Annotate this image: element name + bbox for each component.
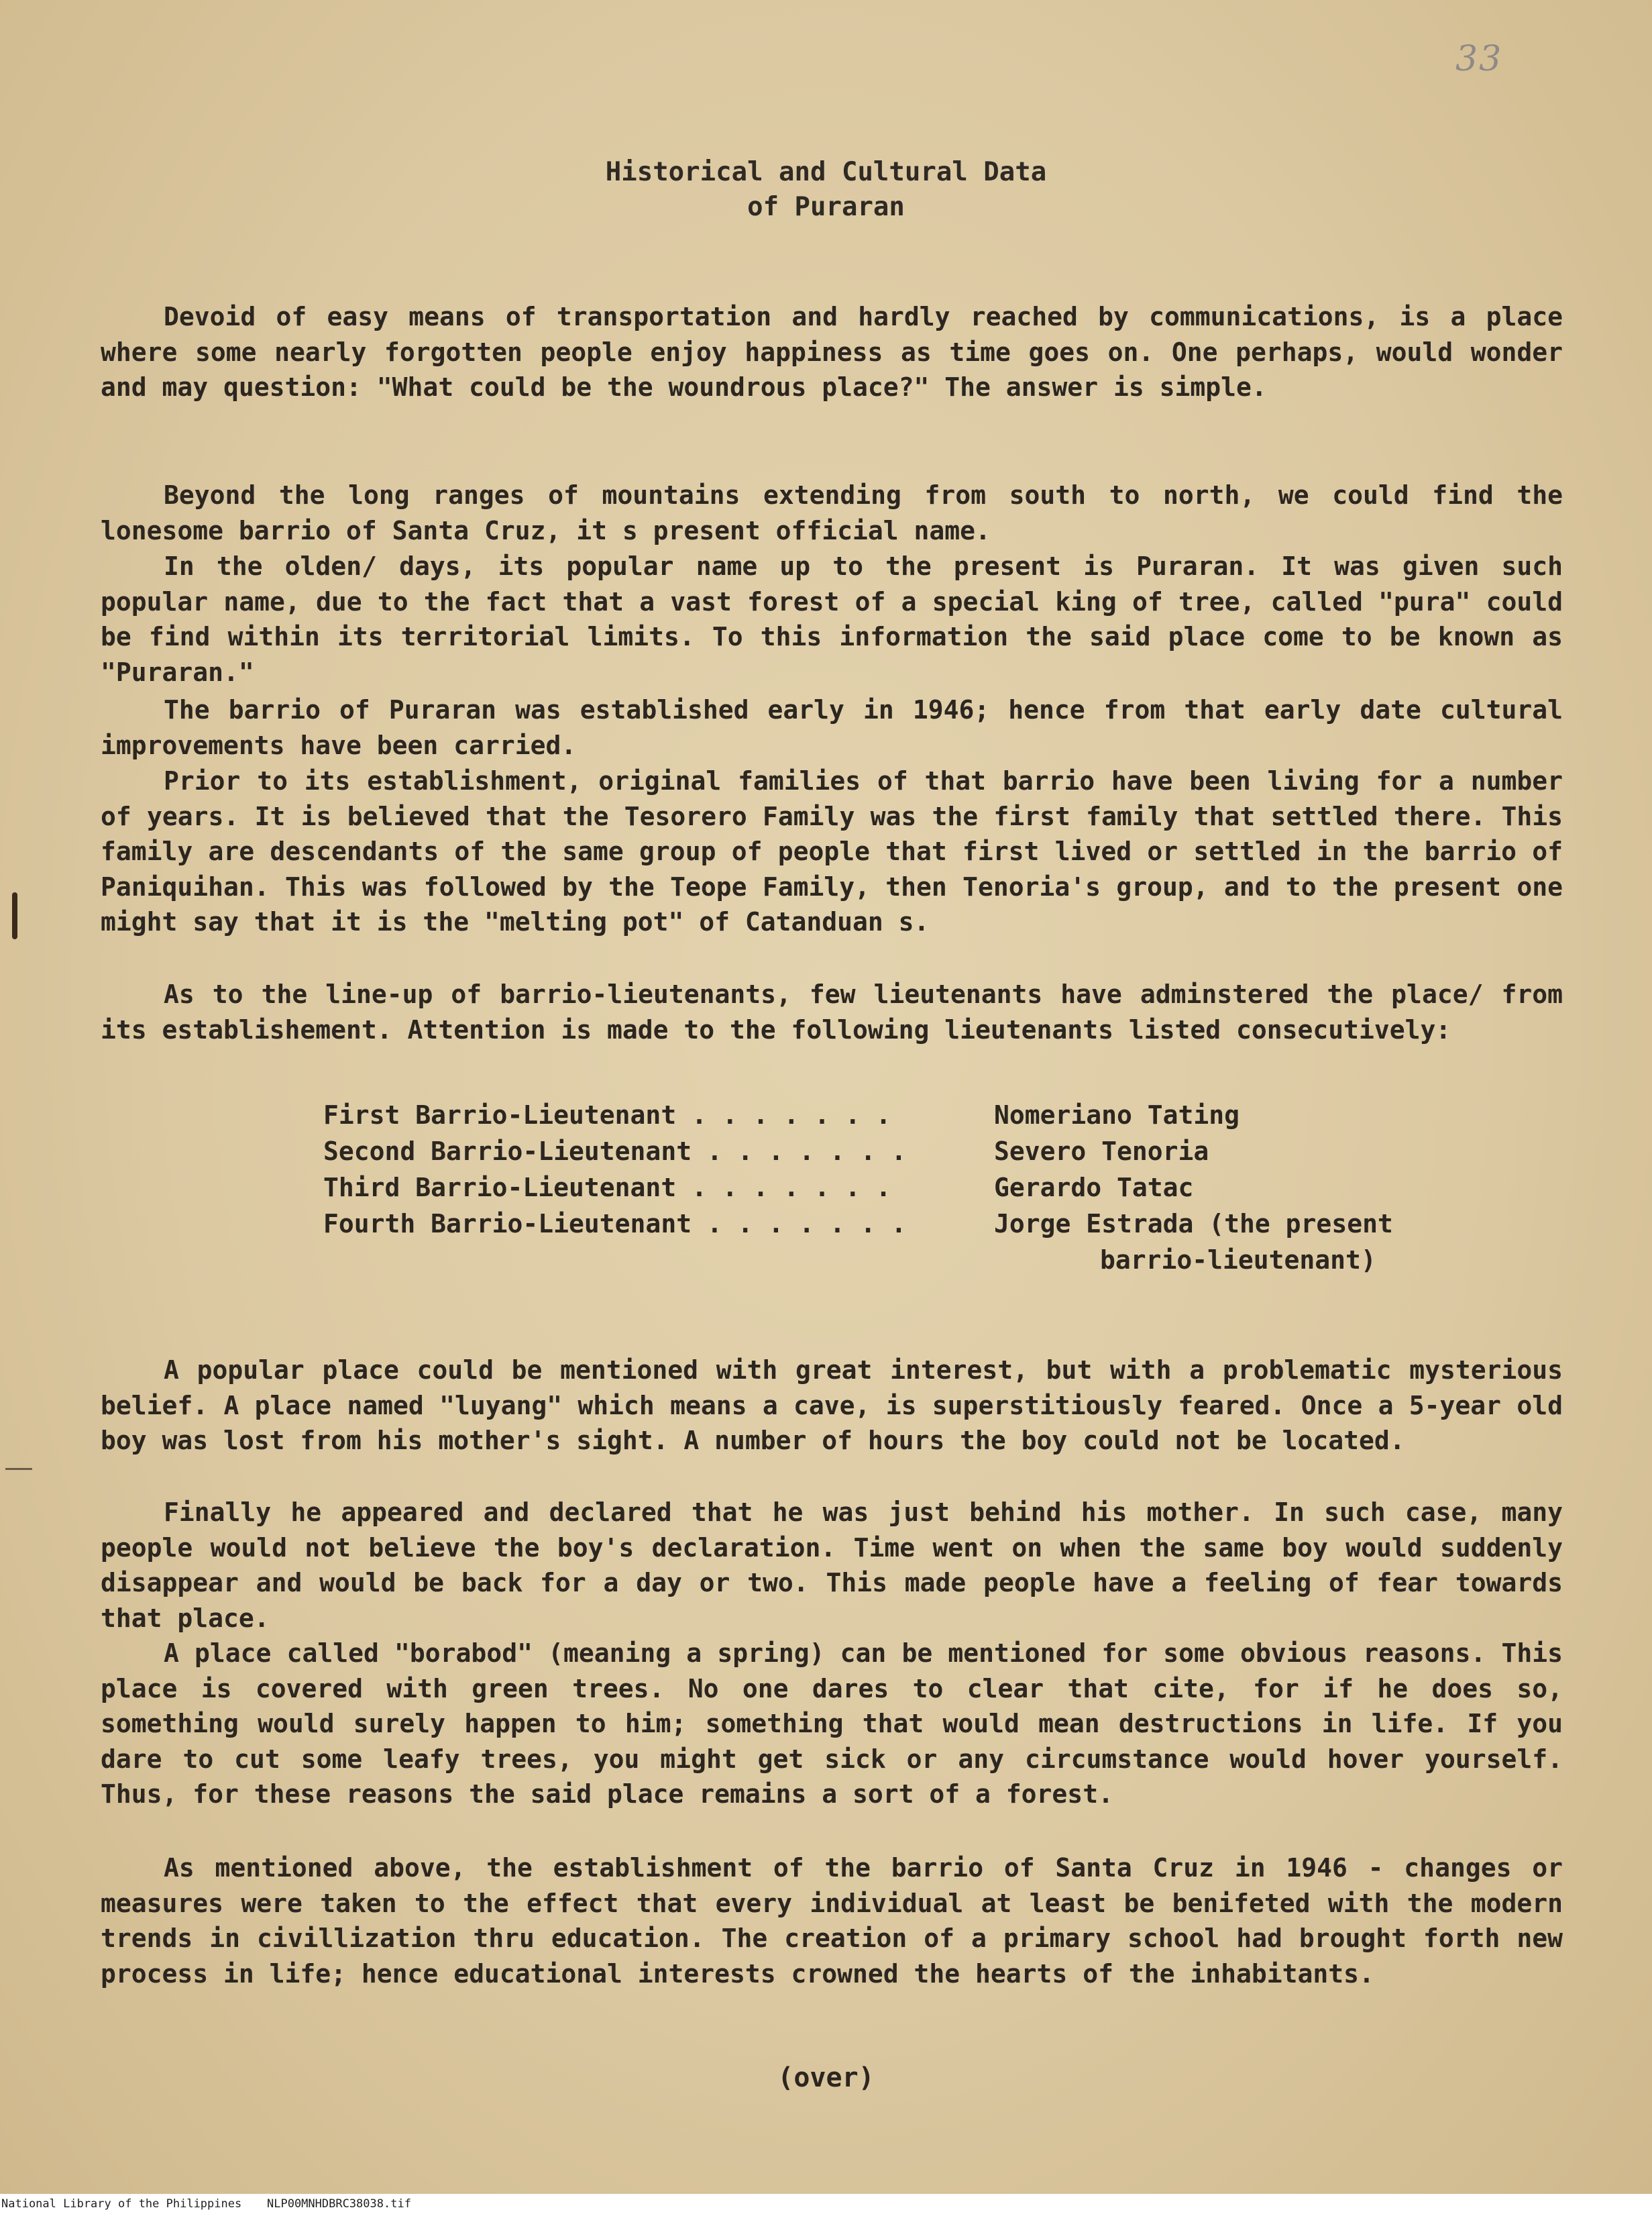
lieutenant-row-name: Jorge Estrada (the present bbox=[994, 1209, 1393, 1238]
footer-file-id: NLP00MNHDBRC38038.tif bbox=[267, 2197, 411, 2211]
lieutenant-row-name: Nomeriano Tating bbox=[994, 1100, 1240, 1130]
document-subtitle: of Puraran bbox=[747, 192, 905, 222]
lieutenant-row-label: Second Barrio-Lieutenant . . . . . . . bbox=[323, 1137, 907, 1166]
footer-institution: National Library of the Philippines bbox=[1, 2197, 242, 2211]
paragraph-luyang: A popular place could be mentioned with great interest, but with a problematic mysterious belief. A place named "luyang" which means a cave, is superstitiously feared. Once a 5-year old boy was lost from his mother's sight. A number of hours the boy could not be located. bbox=[101, 1355, 1563, 1455]
scan-footer bbox=[0, 2194, 1652, 2214]
over-marker: (over) bbox=[777, 2062, 875, 2093]
lieutenant-row-note: barrio-lieutenant) bbox=[1100, 1245, 1376, 1275]
lieutenant-row-label: Fourth Barrio-Lieutenant . . . . . . . bbox=[323, 1209, 907, 1238]
paragraph-boy-story: Finally he appeared and declared that he was just behind his mother. In such case, many people would not believe the boy's declaration. Time went on when the same boy would suddenly disappear and would be back for a day or two. This made people have a feeling of fear towards that place. bbox=[101, 1497, 1563, 1633]
paragraph-intro: Devoid of easy means of transportation and hardly reached by communications, is a place where some nearly forgotten people enjoy happiness as time goes on. One perhaps, would wonder and may question: "What could be the woundrous place?" The answer is simple. bbox=[101, 302, 1563, 402]
lieutenant-row-name: Gerardo Tatac bbox=[994, 1173, 1194, 1202]
handwritten-page-number: 33 bbox=[1455, 39, 1503, 79]
paragraph-location: Beyond the long ranges of mountains extending from south to north, we could find the lonesome barrio of Santa Cruz, it s present official name. bbox=[101, 480, 1563, 545]
document-title: Historical and Cultural Data bbox=[605, 157, 1047, 187]
paragraph-borabod: A place called "borabod" (meaning a spring) can be mentioned for some obvious reasons. This place is covered with green trees. No one dares to clear that cite, for if he does so, something would surely happen to him; something that would mean destructions in life. If you dare to cut some leafy trees, you might get sick or any circumstance would hover yourself. Thus, for these reasons the said place remains a sort of a forest. bbox=[101, 1638, 1563, 1809]
lieutenant-row-label: First Barrio-Lieutenant . . . . . . . bbox=[323, 1100, 891, 1130]
paragraph-education: As mentioned above, the establishment of the barrio of Santa Cruz in 1946 - changes or measures were taken to the effect that every individual at least be benifeted with the modern trends in civillization thru education. The creation of a primary school had brought forth new process in life; hence educational interests crowned the hearts of the inhabitants. bbox=[101, 1853, 1563, 1989]
paragraph-name-origin: In the olden/ days, its popular name up to the present is Puraran. It was given such popular name, due to the fact that a vast forest of a special king of tree, called "pura" could be find within its territorial limits. To this information the said place come to be known as "Puraran." bbox=[101, 551, 1563, 687]
paragraph-original-families: Prior to its establishment, original families of that barrio have been living for a number of years. It is believed that the Tesorero Family was the first family that settled there. This family are descendants of the same group of people that first lived or settled in the barrio of Paniquihan. This was followed by the Teope Family, then Tenoria's group, and to the present one might say that it is the "melting pot" of Catanduan s. bbox=[101, 766, 1563, 937]
paragraph-establishment: The barrio of Puraran was established early in 1946; hence from that early date cultural improvements have been carried. bbox=[101, 695, 1563, 760]
lieutenant-row-label: Third Barrio-Lieutenant . . . . . . . bbox=[323, 1173, 891, 1202]
margin-ink-mark bbox=[12, 892, 17, 939]
margin-pencil-mark bbox=[5, 1468, 32, 1470]
paragraph-lieutenants-intro: As to the line-up of barrio-lieutenants, few lieutenants have adminstered the place/ from its establishement. Attention is made to the following lieutenants listed consecutively: bbox=[101, 980, 1563, 1045]
lieutenant-row-name: Severo Tenoria bbox=[994, 1137, 1209, 1166]
